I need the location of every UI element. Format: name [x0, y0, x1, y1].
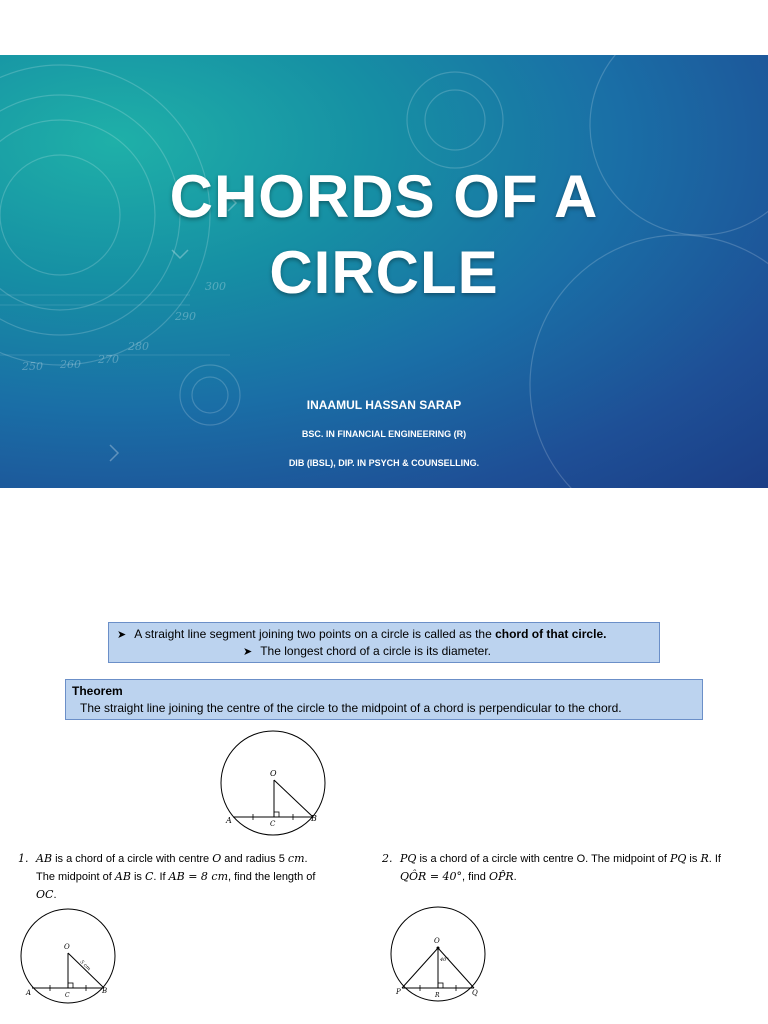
decor-number: 290	[175, 310, 196, 323]
label-b: B	[311, 814, 317, 823]
label-b: B	[102, 987, 108, 995]
theorem-body: The straight line joining the centre of the circle to the midpoint of a chord is perpendicular to the chord.	[80, 701, 622, 715]
author-credential: DIB (IBSL), DIP. IN PSYCH & COUNSELLING.	[288, 458, 480, 468]
decor-number: 300	[205, 280, 226, 293]
question-2-diagram	[388, 904, 488, 1004]
question-2: 2. PQ is a chord of a circle with centre O. The midpoint of PQ is R. If QÔR = 40°, find OP̂R.	[382, 852, 721, 883]
label-radius: 5 cm	[78, 959, 92, 973]
question-1: 1. AB is a chord of a circle with centre O and radius 5 cm. The midpoint of AB is C. If AB = 8 cm, find the length of OC.	[18, 852, 316, 901]
slide-title	[0, 159, 768, 311]
title-slide	[0, 55, 768, 488]
definition-line: ➤ The longest chord of a circle is its diameter.	[243, 644, 491, 658]
title-line: CIRCLE	[269, 239, 499, 306]
label-r: R	[435, 992, 440, 999]
label-q: Q	[472, 989, 478, 997]
definition-line: ➤ A straight line segment joining two points on a circle is called as the chord of that circle.	[117, 627, 607, 641]
question-1-diagram	[18, 906, 118, 1006]
definition-box	[108, 622, 660, 663]
decor-number: 270	[98, 353, 119, 366]
arrow-bullet-icon: ➤	[117, 629, 127, 641]
title-line: CHORDS OF A	[169, 163, 599, 230]
label-a: A	[26, 989, 32, 997]
theorem-diagram	[215, 727, 330, 839]
label-c: C	[270, 820, 276, 828]
label-o: O	[270, 769, 277, 778]
decor-number: 260	[60, 358, 81, 371]
author-credential: BSC. IN FINANCIAL ENGINEERING (R)	[301, 429, 467, 439]
theorem-box	[65, 679, 703, 720]
label-o: O	[64, 943, 70, 951]
decor-number: 280	[128, 340, 149, 353]
arrow-bullet-icon: ➤	[243, 646, 253, 658]
label-a: A	[226, 816, 232, 825]
label-c: C	[65, 992, 70, 999]
theorem-title: Theorem	[72, 684, 123, 698]
label-angle: 40°	[440, 957, 449, 963]
label-p: P	[396, 988, 401, 996]
author-name: INAAMUL HASSAN SARAP	[306, 398, 462, 412]
label-o: O	[434, 937, 440, 945]
decor-number: 250	[22, 360, 43, 373]
